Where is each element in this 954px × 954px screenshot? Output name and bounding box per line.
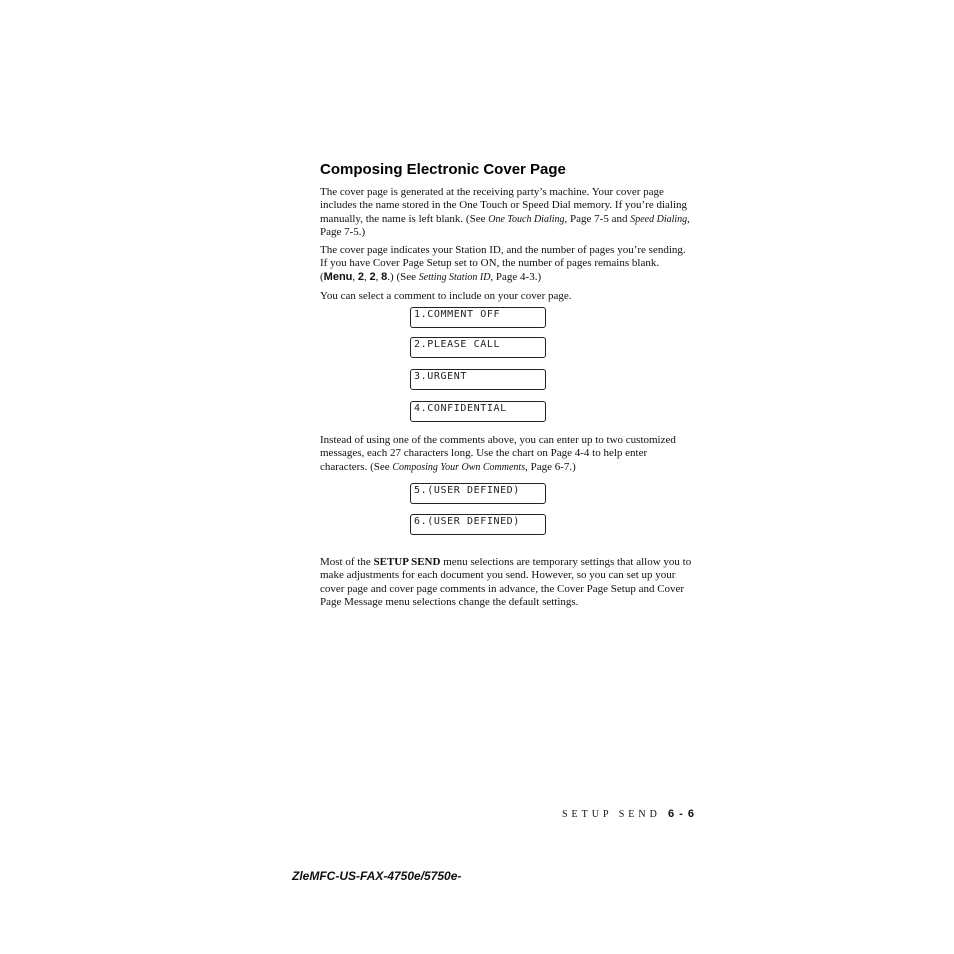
- text: The cover page indicates your Station ID, and the number of pages you’re sending. If you have Cover Page Setup set to ON, the number of pages remains blank. (: [320, 244, 686, 283]
- key-8: 8: [381, 270, 388, 283]
- lcd-display-urgent: 3.URGENT: [410, 369, 546, 390]
- key-menu: Menu: [323, 270, 353, 283]
- text: Instead of using one of the comments above, you can enter up to two customized messages, each 27 characters long. Use the chart on Page 4-4 to help enter characters. (See: [320, 434, 676, 473]
- reference-speed-dialing: Speed Dialing: [630, 213, 688, 225]
- lcd-display-user-defined-5: 5.(USER DEFINED): [410, 483, 546, 504]
- reference-setting-station-id: Setting Station ID: [418, 271, 491, 283]
- separator: ,: [352, 270, 358, 283]
- lcd-display-please-call: 2.PLEASE CALL: [410, 337, 546, 358]
- paragraph-custom-messages: [320, 434, 692, 474]
- reference-composing-own-comments: Composing Your Own Comments: [392, 461, 526, 473]
- lcd-display-user-defined-6: 6.(USER DEFINED): [410, 514, 546, 535]
- lcd-display-confidential: 4.CONFIDENTIAL: [410, 401, 546, 422]
- separator: ,: [364, 270, 370, 283]
- footer-section-title: SETUP SEND: [562, 809, 661, 820]
- paragraph-setup-send: [320, 556, 692, 609]
- paragraph-station-id: [320, 244, 692, 284]
- text: , Page 6-7.): [525, 460, 576, 473]
- footer-page-number: 6 - 6: [668, 808, 696, 820]
- separator: ,: [375, 270, 382, 283]
- paragraph-cover-page-intro: [320, 186, 692, 239]
- text: , Page 7-5 and: [564, 212, 631, 225]
- reference-one-touch-dialing: One Touch Dialing: [488, 213, 565, 225]
- footer-model-id: ZleMFC-US-FAX-4750e/5750e-: [292, 869, 462, 883]
- text: menu selections are temporary settings that allow you to make adjustments for each document you send. However, so you can set up your cover page and cover page comments in advance, the Cover Page Setup and Cover Page Message menu selections change the default settings.: [320, 556, 692, 608]
- setup-send-bold: SETUP SEND: [373, 556, 441, 568]
- key-2: 2: [369, 270, 376, 283]
- text: .) (See: [387, 270, 419, 283]
- text: The cover page is generated at the receiving party’s machine. Your cover page includes the name stored in the One Touch or Speed Dial memory. If you’re dialing manually, the name is left blank. (See: [320, 186, 688, 225]
- lcd-display-comment-off: 1.COMMENT OFF: [410, 307, 546, 328]
- section-heading: Composing Electronic Cover Page: [320, 161, 566, 178]
- paragraph-select-comment: You can select a comment to include on your cover page.: [320, 290, 572, 302]
- text: , Page 7-5.): [320, 212, 690, 238]
- text: , Page 4-3.): [490, 270, 542, 283]
- key-2: 2: [357, 270, 365, 283]
- text: Most of the: [320, 556, 374, 568]
